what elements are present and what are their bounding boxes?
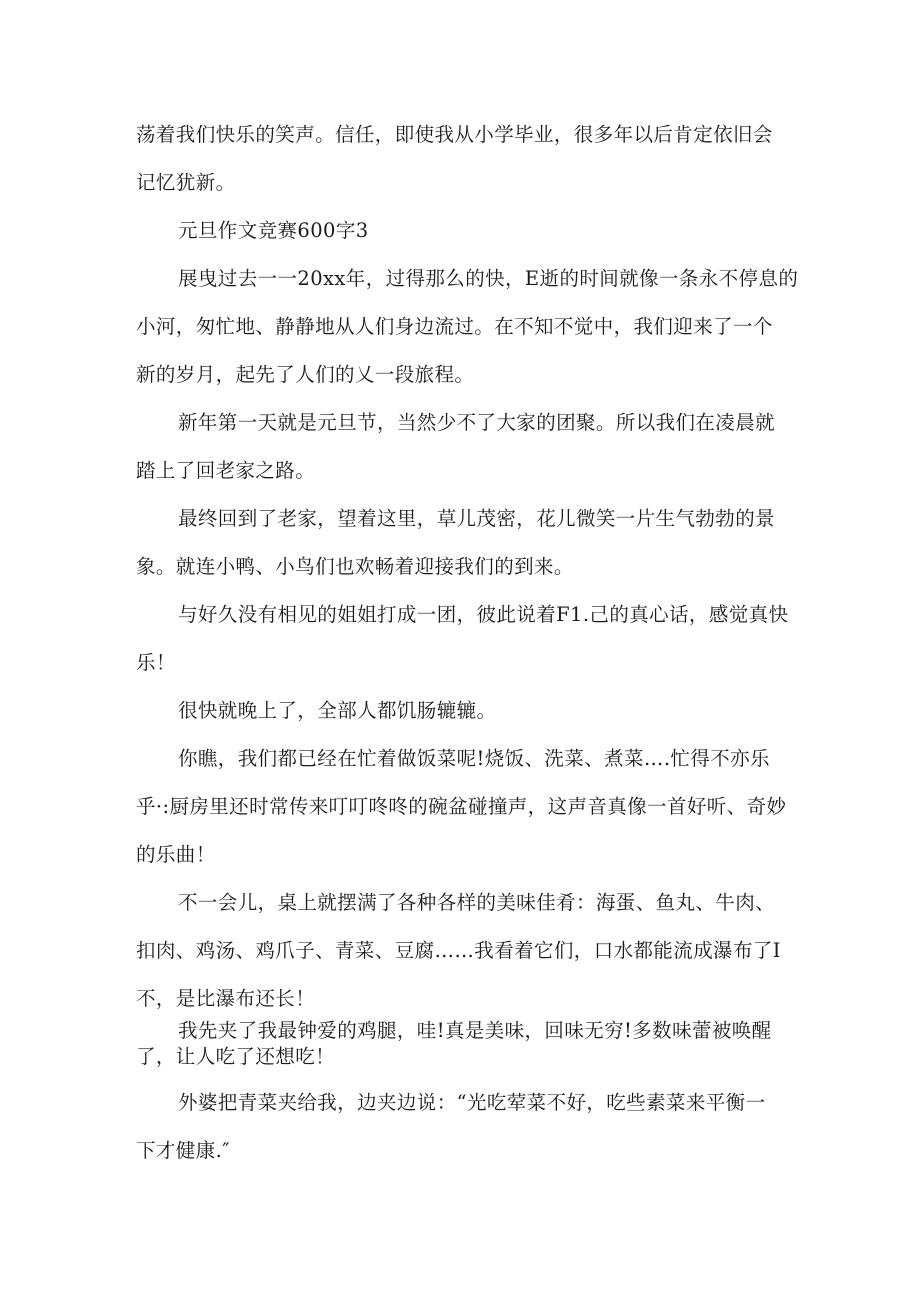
paragraph-line: 下才健康.″ (136, 1139, 230, 1162)
paragraph-line: 扣肉、鸡汤、鸡爪子、青菜、豆腐……我看着它们，口水都能流成瀑布了I (136, 939, 781, 962)
paragraph-line: 我先夹了我最钟爱的鸡腿，哇!真是美味，回味无穷!多数味蕾被唤醒 (178, 1019, 772, 1042)
paragraph-line: 了，让人吃了还想吃！ (136, 1045, 336, 1068)
paragraph-line: 的乐曲！ (136, 843, 216, 866)
paragraph-line: 乎·:厨房里还时常传来叮叮咚咚的碗盆碰撞声，这声音真像一首好听、奇妙 (136, 795, 787, 818)
paragraph-line: 小河，匆忙地、静静地从人们身边流过。在不知不觉中，我们迎来了一个 (136, 315, 773, 338)
paragraph-line: 最终回到了老家，望着这里，草儿茂密，花儿微笑一片生气勃勃的景 (178, 507, 776, 530)
paragraph-line: 不一会儿，桌上就摆满了各种各样的美味佳肴：海蛋、鱼丸、牛肉、 (178, 891, 776, 914)
section-heading: 元旦作文竞赛600字3 (178, 219, 369, 242)
paragraph-line: 新的岁月，起先了人们的乂一段旅程。 (136, 363, 475, 386)
paragraph-line: 新年第一天就是元旦节，当然少不了大家的团聚。所以我们在凌晨就 (178, 411, 776, 434)
paragraph-line: 不，是比瀑布还长！ (136, 987, 316, 1010)
paragraph-line: 与好久没有相见的姐姐打成一团，彼此说着F1.己的真心话，感觉真快 (178, 603, 789, 626)
paragraph-line: 踏上了回老家之路。 (136, 459, 316, 482)
paragraph-line: 你瞧，我们都已经在忙着做饭菜呢!烧饭、洗菜、煮菜….忙得不亦乐 (178, 747, 770, 770)
paragraph-line: 展曳过去一一20xx年，过得那么的快，E逝的时间就像一条永不停息的 (178, 267, 799, 290)
paragraph-line: 外婆把青菜夹给我，边夹边说：“光吃荤菜不好，吃些素菜来平衡一 (178, 1091, 766, 1114)
paragraph-line: 乐！ (136, 651, 176, 674)
paragraph-line: 很快就晚上了，全部人都饥肠辘辘。 (178, 699, 497, 722)
paragraph-line: 记忆犹新。 (136, 171, 236, 194)
paragraph-line: 荡着我们快乐的笑声。信任，即使我从小学毕业，很多年以后肯定依旧会 (136, 123, 773, 146)
paragraph-line: 象。就连小鸭、小鸟们也欢畅着迎接我们的到来。 (136, 555, 574, 578)
